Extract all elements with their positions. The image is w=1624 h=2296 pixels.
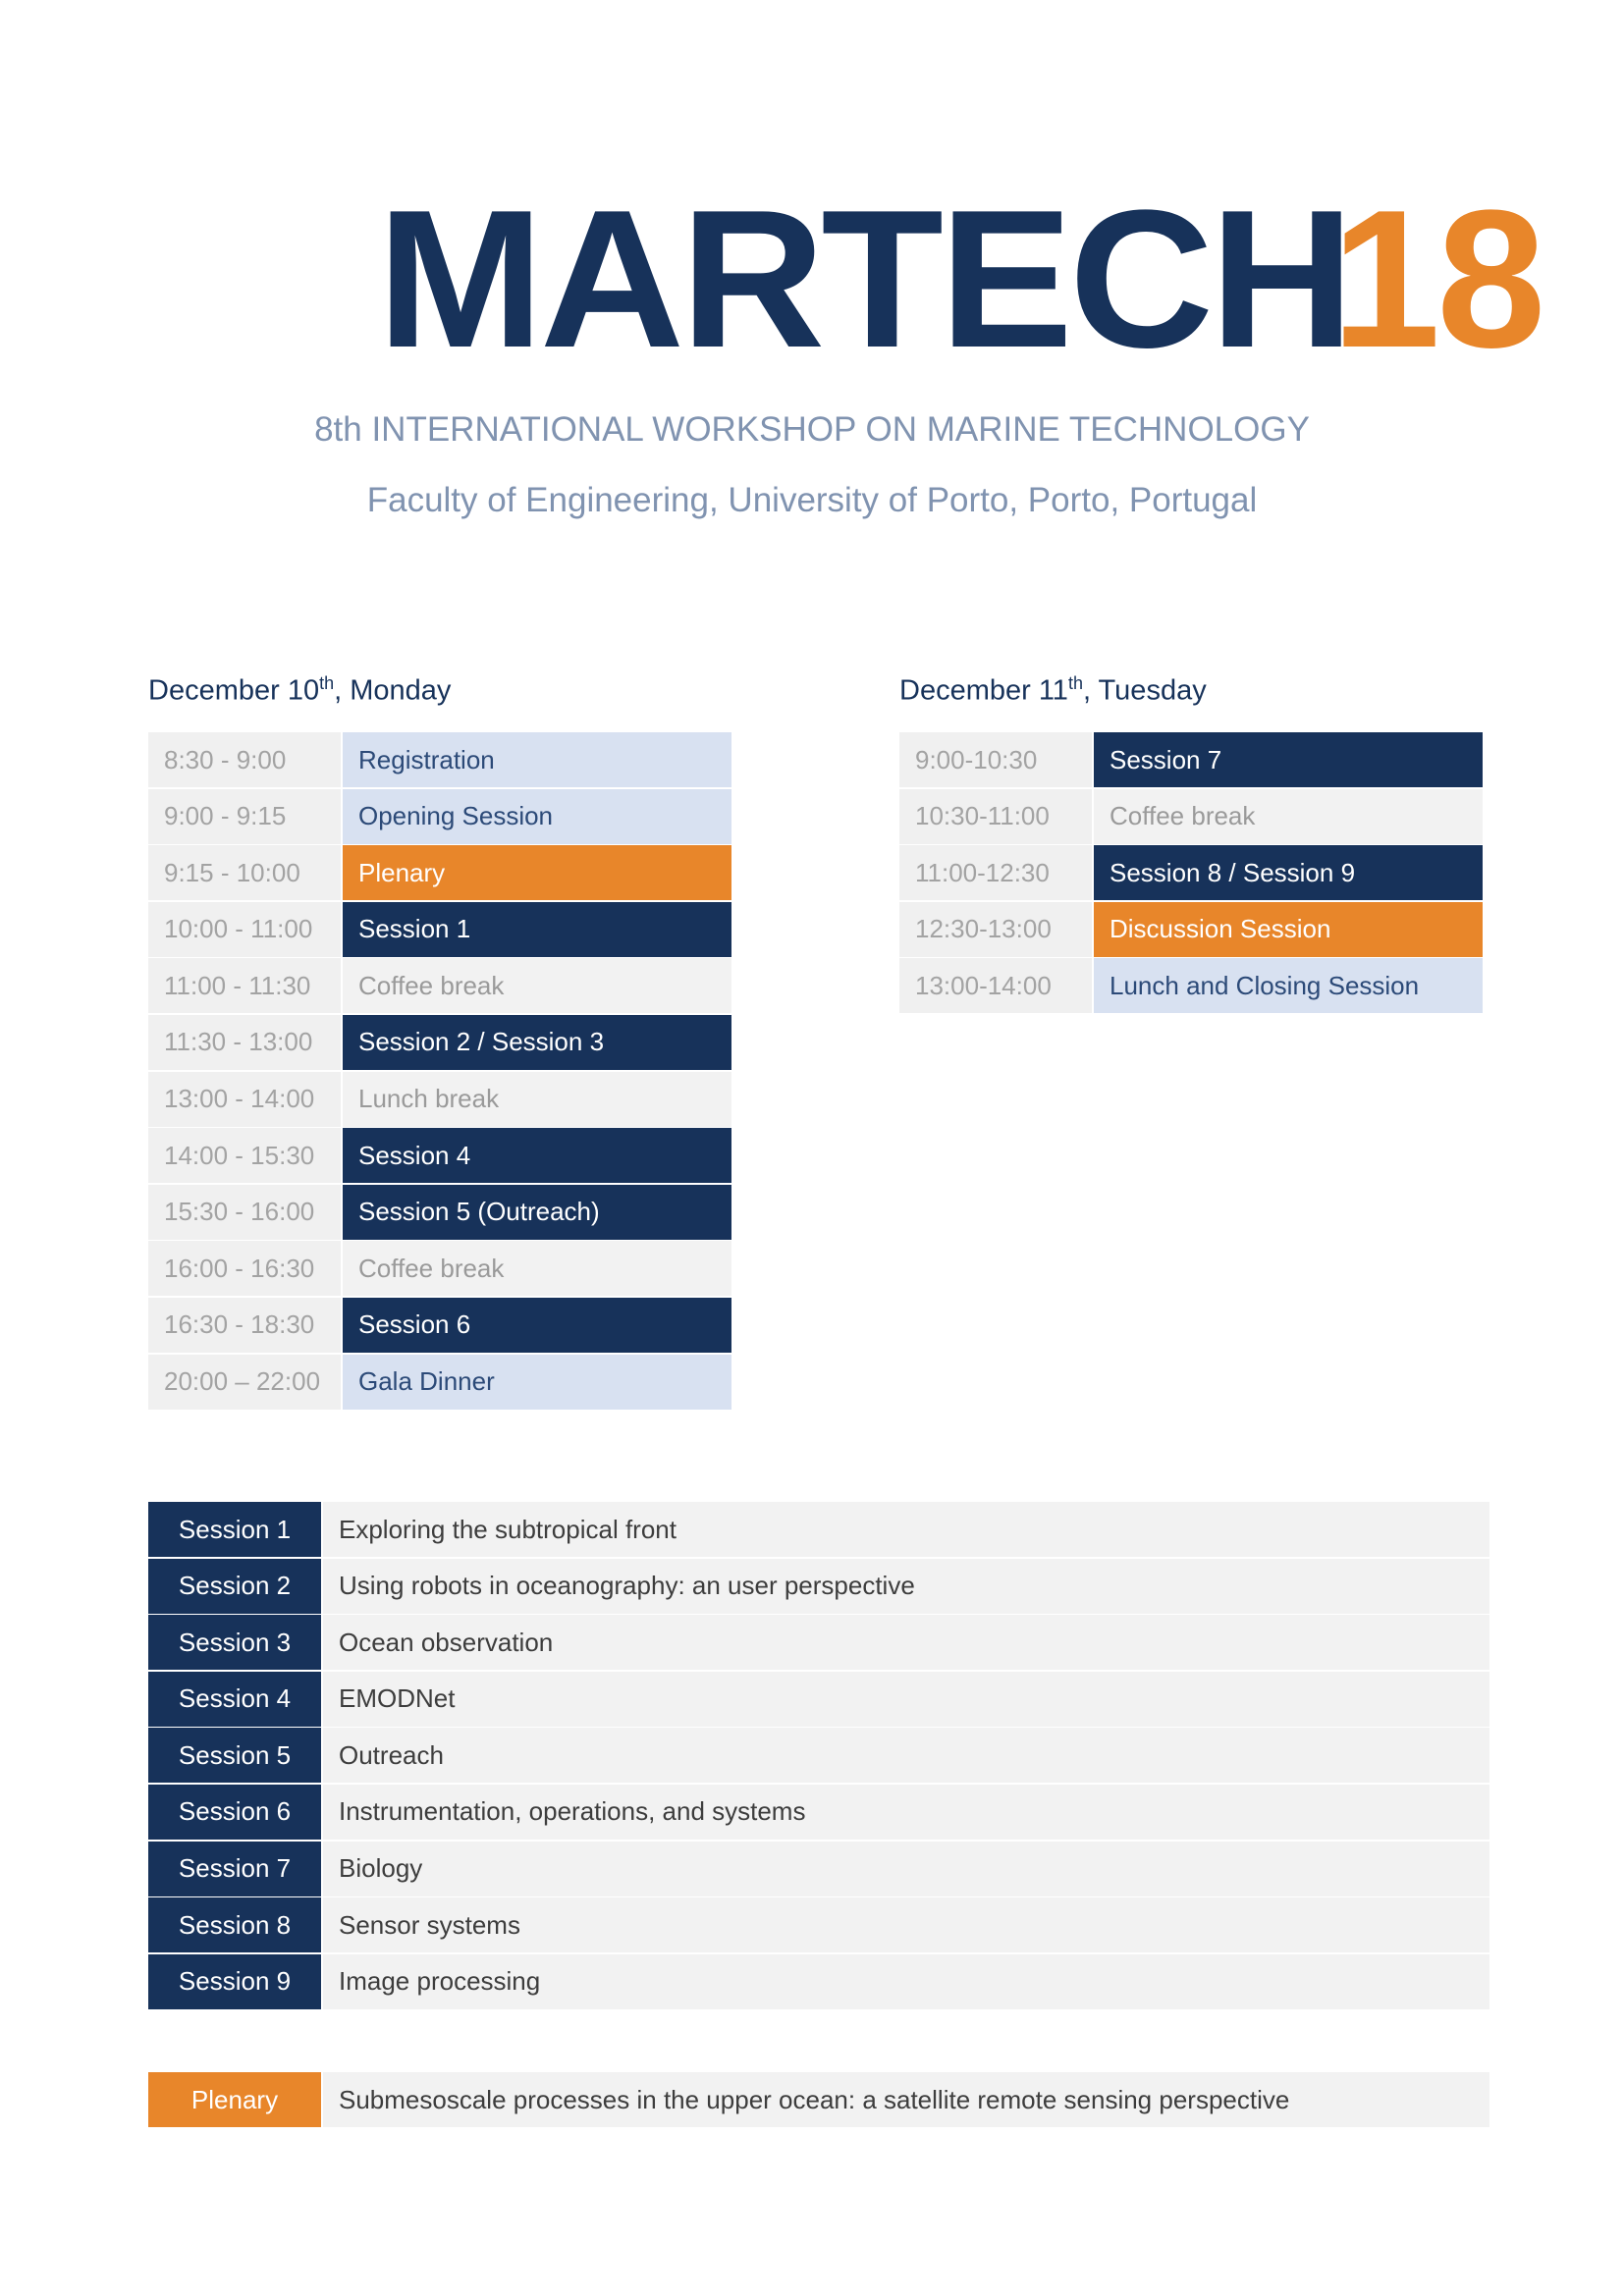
session-description: Exploring the subtropical front (323, 1502, 1489, 1557)
schedule-row (899, 732, 1483, 787)
session-code: Session 2 (148, 1559, 321, 1614)
martech-logo (377, 170, 1543, 389)
schedule-row (148, 732, 731, 787)
schedule-row (899, 958, 1483, 1013)
time-cell: 10:30-11:00 (899, 789, 1092, 844)
session-legend-table (148, 1502, 1489, 2010)
venue-line: Faculty of Engineering, University of Porto, Porto, Portugal (366, 481, 1258, 519)
session-description: Biology (323, 1842, 1489, 1896)
plenary-description: Submesoscale processes in the upper ocean: a satellite remote sensing perspective (323, 2072, 1489, 2127)
time-cell: 13:00 - 14:00 (148, 1072, 341, 1127)
day1-schedule-table (148, 732, 731, 1411)
event-cell: Coffee break (1094, 789, 1483, 844)
schedule-row (148, 1298, 731, 1353)
session-description: Sensor systems (323, 1897, 1489, 1952)
session-row (148, 1502, 1489, 1557)
schedule-row (899, 902, 1483, 957)
schedule-row (148, 1241, 731, 1296)
time-cell: 9:00 - 9:15 (148, 789, 341, 844)
event-cell: Session 5 (Outreach) (343, 1185, 731, 1240)
time-cell: 9:15 - 10:00 (148, 845, 341, 900)
plenary-row (148, 2072, 1489, 2127)
event-cell: Session 6 (343, 1298, 731, 1353)
session-code: Session 4 (148, 1672, 321, 1727)
event-cell: Session 4 (343, 1128, 731, 1183)
schedule-row (148, 1128, 731, 1183)
time-cell: 10:00 - 11:00 (148, 902, 341, 957)
event-cell: Lunch break (343, 1072, 731, 1127)
time-cell: 11:00 - 11:30 (148, 958, 341, 1013)
time-cell: 13:00-14:00 (899, 958, 1092, 1013)
event-cell: Coffee break (343, 958, 731, 1013)
event-cell: Lunch and Closing Session (1094, 958, 1483, 1013)
schedule-row (148, 1015, 731, 1070)
session-code: Session 7 (148, 1842, 321, 1896)
session-row (148, 1785, 1489, 1840)
workshop-subtitle: 8th INTERNATIONAL WORKSHOP ON MARINE TECHNOLOGY (314, 410, 1310, 449)
session-description: Ocean observation (323, 1615, 1489, 1670)
schedule-row (899, 789, 1483, 844)
session-code: Session 3 (148, 1615, 321, 1670)
time-cell: 11:30 - 13:00 (148, 1015, 341, 1070)
day2-schedule-table (899, 732, 1483, 1015)
schedule-row (148, 958, 731, 1013)
event-cell: Gala Dinner (343, 1355, 731, 1410)
session-description: Outreach (323, 1728, 1489, 1783)
session-code: Session 8 (148, 1897, 321, 1952)
time-cell: 11:00-12:30 (899, 845, 1092, 900)
event-cell: Coffee break (343, 1241, 731, 1296)
event-cell: Registration (343, 732, 731, 787)
session-code: Session 5 (148, 1728, 321, 1783)
schedule-row (148, 789, 731, 844)
session-row (148, 1728, 1489, 1783)
day2-title: December 11th, Tuesday (899, 673, 1207, 707)
time-cell: 16:30 - 18:30 (148, 1298, 341, 1353)
schedule-row (148, 1355, 731, 1410)
event-cell: Opening Session (343, 789, 731, 844)
time-cell: 14:00 - 15:30 (148, 1128, 341, 1183)
logo-year-text: 18 (1330, 170, 1543, 389)
session-description: Instrumentation, operations, and systems (323, 1785, 1489, 1840)
day1-title: December 10th, Monday (148, 673, 452, 707)
plenary-code: Plenary (148, 2072, 321, 2127)
session-row (148, 1954, 1489, 2009)
session-code: Session 9 (148, 1954, 321, 2009)
session-description: Image processing (323, 1954, 1489, 2009)
session-description: Using robots in oceanography: an user perspective (323, 1559, 1489, 1614)
session-code: Session 1 (148, 1502, 321, 1557)
event-cell: Session 7 (1094, 732, 1483, 787)
session-row (148, 1672, 1489, 1727)
schedule-row (148, 1072, 731, 1127)
event-cell: Session 1 (343, 902, 731, 957)
session-row (148, 1559, 1489, 1614)
session-row (148, 1615, 1489, 1670)
session-code: Session 6 (148, 1785, 321, 1840)
event-cell: Session 8 / Session 9 (1094, 845, 1483, 900)
session-row (148, 1897, 1489, 1952)
logo-main-text: MARTECH (377, 170, 1351, 389)
time-cell: 8:30 - 9:00 (148, 732, 341, 787)
event-cell: Session 2 / Session 3 (343, 1015, 731, 1070)
session-row (148, 1842, 1489, 1896)
schedule-row (148, 845, 731, 900)
event-cell: Plenary (343, 845, 731, 900)
time-cell: 15:30 - 16:00 (148, 1185, 341, 1240)
event-cell: Discussion Session (1094, 902, 1483, 957)
session-description: EMODNet (323, 1672, 1489, 1727)
time-cell: 20:00 – 22:00 (148, 1355, 341, 1410)
schedule-row (148, 1185, 731, 1240)
schedule-row (899, 845, 1483, 900)
time-cell: 9:00-10:30 (899, 732, 1092, 787)
time-cell: 12:30-13:00 (899, 902, 1092, 957)
schedule-row (148, 902, 731, 957)
time-cell: 16:00 - 16:30 (148, 1241, 341, 1296)
